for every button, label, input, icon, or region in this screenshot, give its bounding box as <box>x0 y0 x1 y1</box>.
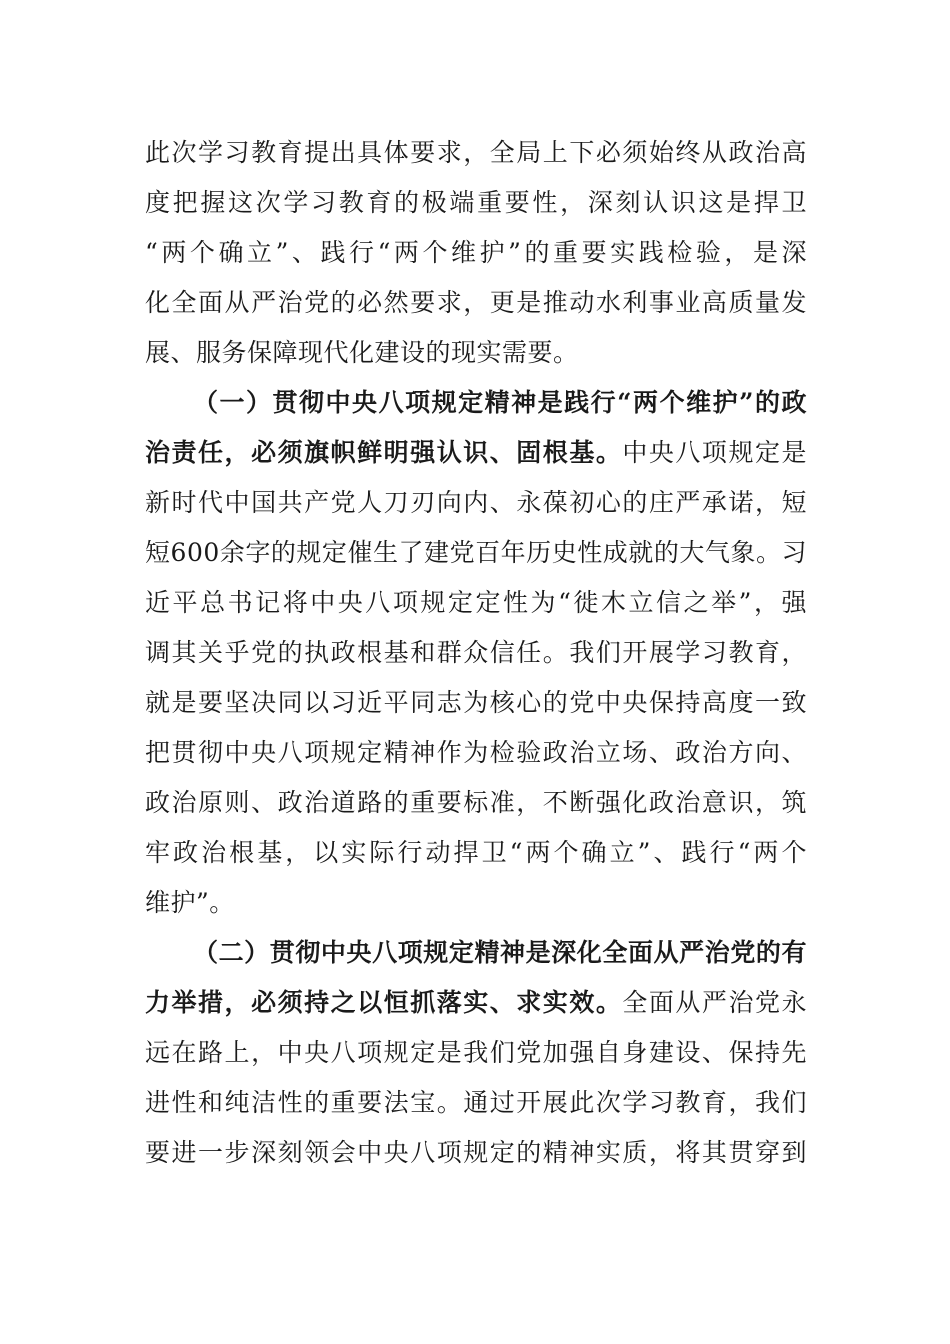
text-line: 就是要坚决同以习近平同志为核心的党中央保持高度一致 <box>145 688 807 717</box>
text-line: 展、服务保障现代化建设的现实需要。 <box>145 338 579 367</box>
text-run: 中央八项规定是 <box>622 438 807 467</box>
section-heading-1-cont: 治责任，必须旗帜鲜明强认识、固根基。 <box>145 438 623 467</box>
text-line-mixed <box>145 983 807 1023</box>
section-heading-1: （一）贯彻中央八项规定精神是践行“两个维护”的政 <box>193 388 807 417</box>
text-line: 把贯彻中央八项规定精神作为检验政治立场、政治方向、 <box>145 738 807 767</box>
text-line: 政治原则、政治道路的重要标准，不断强化政治意识，筑 <box>145 788 807 817</box>
text-line-mixed <box>145 433 807 473</box>
text-line: “两个确立”、践行“两个维护”的重要实践检验，是深 <box>145 238 807 267</box>
text-line: 远在路上，中央八项规定是我们党加强自身建设、保持先 <box>145 1038 807 1067</box>
text-line: 要进一步深刻领会中央八项规定的精神实质，将其贯穿到 <box>145 1138 807 1167</box>
text-line: 新时代中国共产党人刀刃向内、永葆初心的庄严承诺，短 <box>145 488 807 517</box>
text-line: 度把握这次学习教育的极端重要性，深刻认识这是捍卫 <box>145 188 807 217</box>
section-heading-2-cont: 力举措，必须持之以恒抓落实、求实效。 <box>145 988 623 1017</box>
text-line: 此次学习教育提出具体要求，全局上下必须始终从政治高 <box>145 138 807 167</box>
text-line: 牢政治根基，以实际行动捍卫“两个确立”、践行“两个 <box>145 838 807 867</box>
text-line: 近平总书记将中央八项规定定性为“徙木立信之举”，强 <box>145 588 807 617</box>
text-line: 短600余字的规定催生了建党百年历史性成就的大气象。习 <box>145 538 807 567</box>
text-line: 调其关乎党的执政根基和群众信任。我们开展学习教育， <box>145 638 807 667</box>
section-heading-2: （二）贯彻中央八项规定精神是深化全面从严治党的有 <box>193 938 807 967</box>
text-line: 进性和纯洁性的重要法宝。通过开展此次学习教育，我们 <box>145 1088 807 1117</box>
text-line: 化全面从严治党的必然要求，更是推动水利事业高质量发 <box>145 288 807 317</box>
text-run: 全面从严治党永 <box>622 988 807 1017</box>
text-line: 维护”。 <box>145 888 235 917</box>
